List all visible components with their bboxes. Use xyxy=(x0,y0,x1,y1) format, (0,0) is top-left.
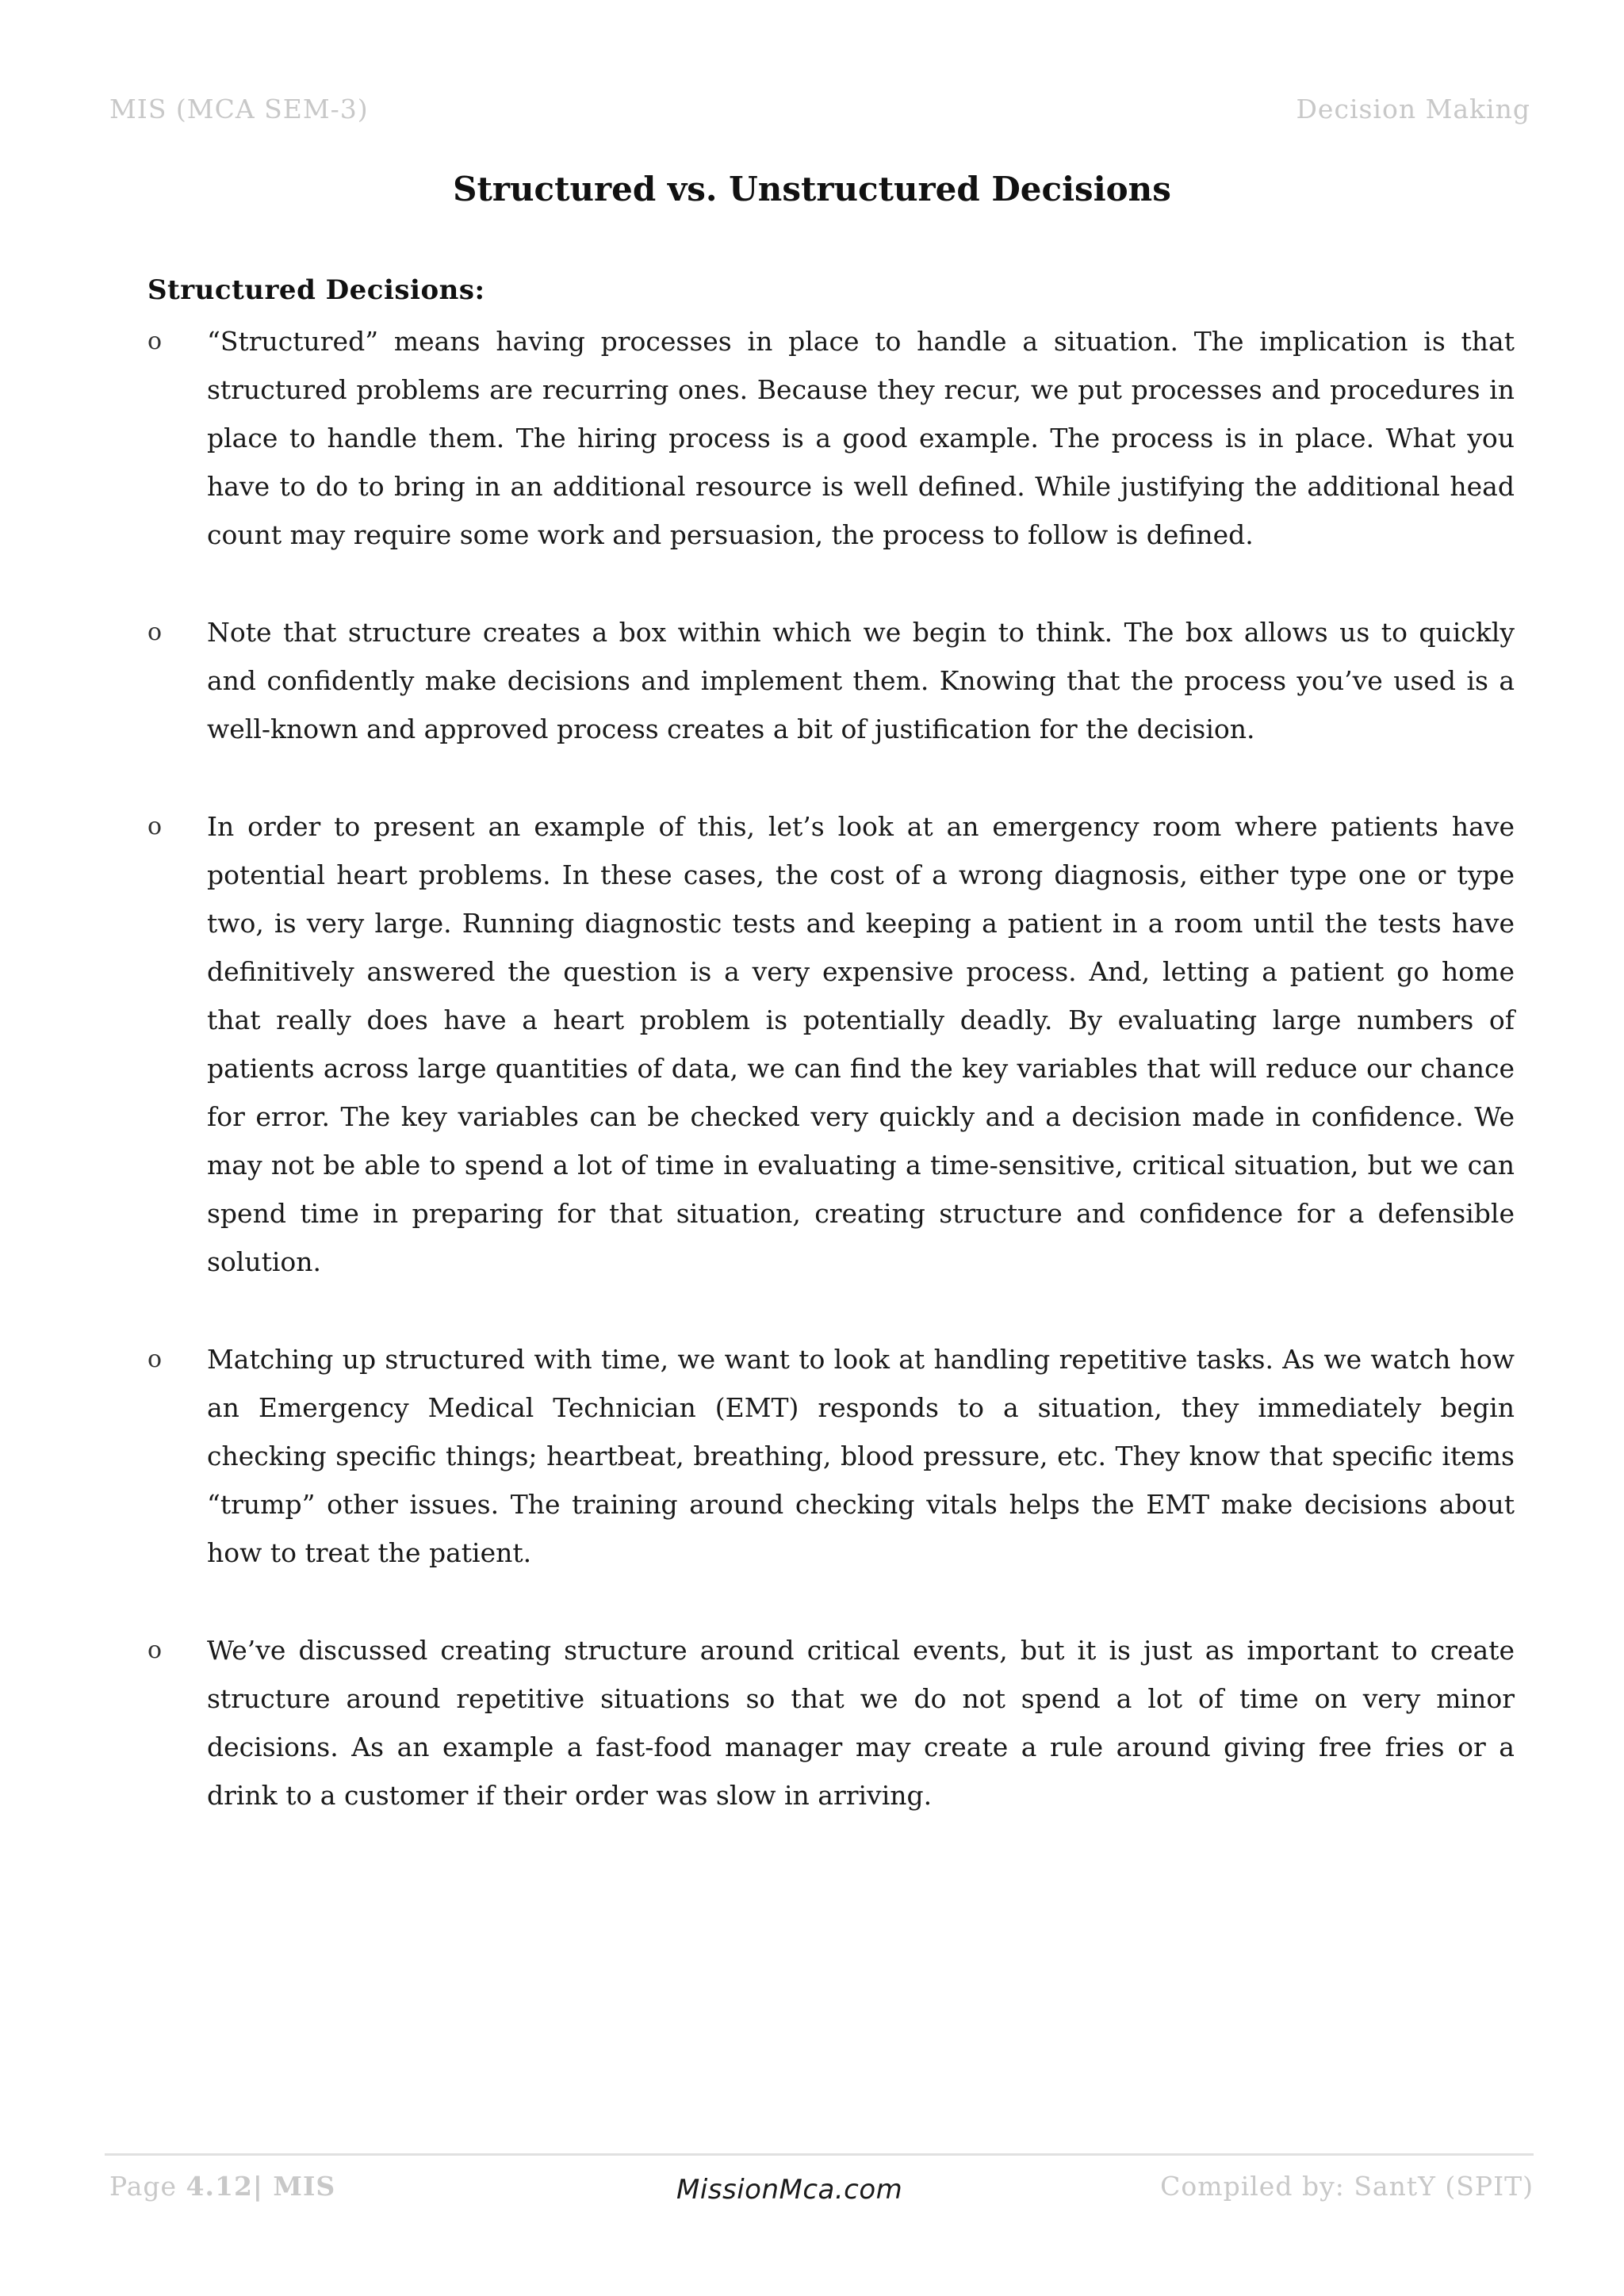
footer-page-suffix: | MIS xyxy=(252,2171,336,2202)
footer-compiled-by: Compiled by: SantY (SPIT) xyxy=(1160,2171,1534,2202)
bullet-marker: o xyxy=(147,327,163,355)
bullet-marker: o xyxy=(147,618,163,646)
bullet-text: We’ve discussed creating structure around critical events, but it is just as important to create structure around repetitive situations so that we do not spend a lot of time on very minor decisions. As an example a fast-food manager may create a rule around giving free fries or a drink to a customer if their order was slow in arriving. xyxy=(207,1635,1515,1811)
footer-page-prefix: Page xyxy=(109,2171,186,2202)
bullet-marker: o xyxy=(147,1636,163,1664)
section-heading: Structured Decisions: xyxy=(147,274,485,306)
list-item xyxy=(147,802,1515,1286)
list-item xyxy=(147,1626,1515,1820)
footer-divider xyxy=(105,2153,1534,2156)
bullet-text: Matching up structured with time, we want to look at handling repetitive tasks. As we watch how an Emergency Medical Technician (EMT) responds to a situation, they immediately begin checking specific things; heartbeat, breathing, blood pressure, etc. They know that specific items “trump” other issues. The training around checking vitals helps the EMT make decisions about how to treat the patient. xyxy=(207,1344,1515,1568)
header-course: MIS (MCA SEM-3) xyxy=(109,94,369,124)
footer-page-number: 4.12 xyxy=(186,2171,253,2202)
footer-logo: MissionMca.com xyxy=(676,2174,903,2206)
bullet-text: “Structured” means having processes in place to handle a situation. The implication is that structured problems are recurring ones. Because they recur, we put processes and procedures in place to handle them. The hiring process is a good example. The process is in place. What you have to do to bring in an additional resource is well defined. While justifying the additional head count may require some work and persuasion, the process to follow is defined. xyxy=(207,326,1515,550)
header-chapter: Decision Making xyxy=(1296,94,1530,124)
bullet-text: In order to present an example of this, let’s look at an emergency room where patients have potential heart problems. In these cases, the cost of a wrong diagnosis, either type one or type two, is very large. Running diagnostic tests and keeping a patient in a room until the tests have definitively answered the question is a very expensive process. And, letting a patient go home that really does have a heart problem is potentially deadly. By evaluating large numbers of patients across large quantities of data, we can find the key variables that will reduce our chance for error. The key variables can be checked very quickly and a decision made in confidence. We may not be able to spend a lot of time in evaluating a time-sensitive, critical situation, but we can spend time in preparing for that situation, creating structure and confidence for a defensible solution. xyxy=(207,811,1515,1277)
page-title: Structured vs. Unstructured Decisions xyxy=(453,170,1171,209)
bullet-list xyxy=(147,317,1515,1869)
page-header xyxy=(109,94,1530,133)
bullet-text: Note that structure creates a box within which we begin to think. The box allows us to quickly and confidently make decisions and implement them. Knowing that the process you’ve used is a well-known and approved process creates a bit of justification for the decision. xyxy=(207,617,1515,744)
list-item xyxy=(147,1335,1515,1577)
footer-page-label xyxy=(109,2171,335,2202)
list-item xyxy=(147,317,1515,559)
bullet-marker: o xyxy=(147,1345,163,1373)
page-footer xyxy=(109,2171,1534,2218)
list-item xyxy=(147,608,1515,753)
bullet-marker: o xyxy=(147,813,163,840)
